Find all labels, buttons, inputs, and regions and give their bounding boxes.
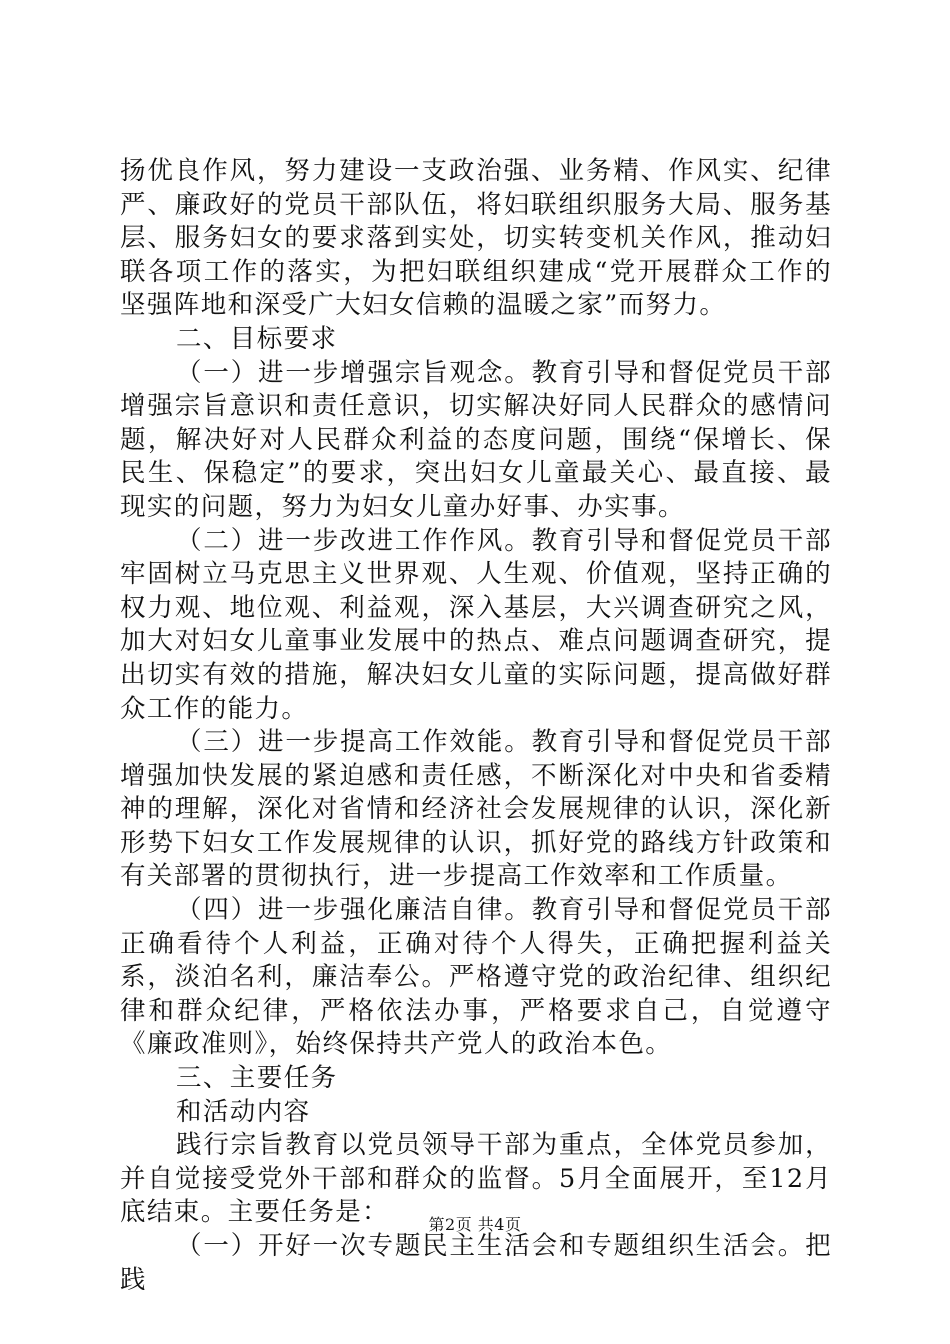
section-heading-tasks: 三、主要任务 [176, 1063, 338, 1094]
section-heading-tasks-continued: 和活动内容 [176, 1096, 311, 1127]
paragraph-goal-3: （三）进一步提高工作效能。教育引导和督促党员干部增强加快发展的紧迫感和责任感，不断深化对中央和省委精神的理解，深化对省情和经济社会发展规律的认识，深化新形势下妇女工作发展规律的认识，抓好党的路线方针政策和有关部署的贯彻执行，进一步提高工作效率和工作质量。 [120, 727, 832, 892]
paragraph-task-1: （一）开好一次专题民主生活会和专题组织生活会。把践 [120, 1231, 832, 1295]
document-body [120, 155, 832, 1297]
section-heading-goals: 二、目标要求 [176, 323, 338, 354]
paragraph-continuation: 扬优良作风，努力建设一支政治强、业务精、作风实、纪律严、廉政好的党员干部队伍，将妇联组织服务大局、服务基层、服务妇女的要求落到实处，切实转变机关作风，推动妇联各项工作的落实，为把妇联组织建成“党开展群众工作的坚强阵地和深受广大妇女信赖的温暖之家”而努力。 [120, 156, 832, 321]
paragraph-goal-1: （一）进一步增强宗旨观念。教育引导和督促党员干部增强宗旨意识和责任意识，切实解决好同人民群众的感情问题，解决好对人民群众利益的态度问题，围绕“保增长、保民生、保稳定”的要求，突出妇女儿童最关心、最直接、最现实的问题，努力为妇女儿童办好事、办实事。 [120, 357, 832, 522]
paragraph-goal-2: （二）进一步改进工作作风。教育引导和督促党员干部牢固树立马克思主义世界观、人生观、价值观，坚持正确的权力观、地位观、利益观，深入基层，大兴调查研究之风，加大对妇女儿童事业发展中的热点、难点问题调查研究，提出切实有效的措施，解决妇女儿童的实际问题，提高做好群众工作的能力。 [120, 525, 832, 724]
paragraph-goal-4: （四）进一步强化廉洁自律。教育引导和督促党员干部正确看待个人利益，正确对待个人得失，正确把握利益关系，淡泊名利，廉洁奉公。严格遵守党的政治纪律、组织纪律和群众纪律，严格依法办事，严格要求自己，自觉遵守《廉政准则》，始终保持共产党人的政治本色。 [120, 895, 832, 1060]
page-footer: 第2页 共4页 [428, 1215, 522, 1234]
paragraph-tasks-intro: 践行宗旨教育以党员领导干部为重点，全体党员参加，并自觉接受党外干部和群众的监督。5月全面展开，至12月底结束。主要任务是： [120, 1130, 832, 1228]
